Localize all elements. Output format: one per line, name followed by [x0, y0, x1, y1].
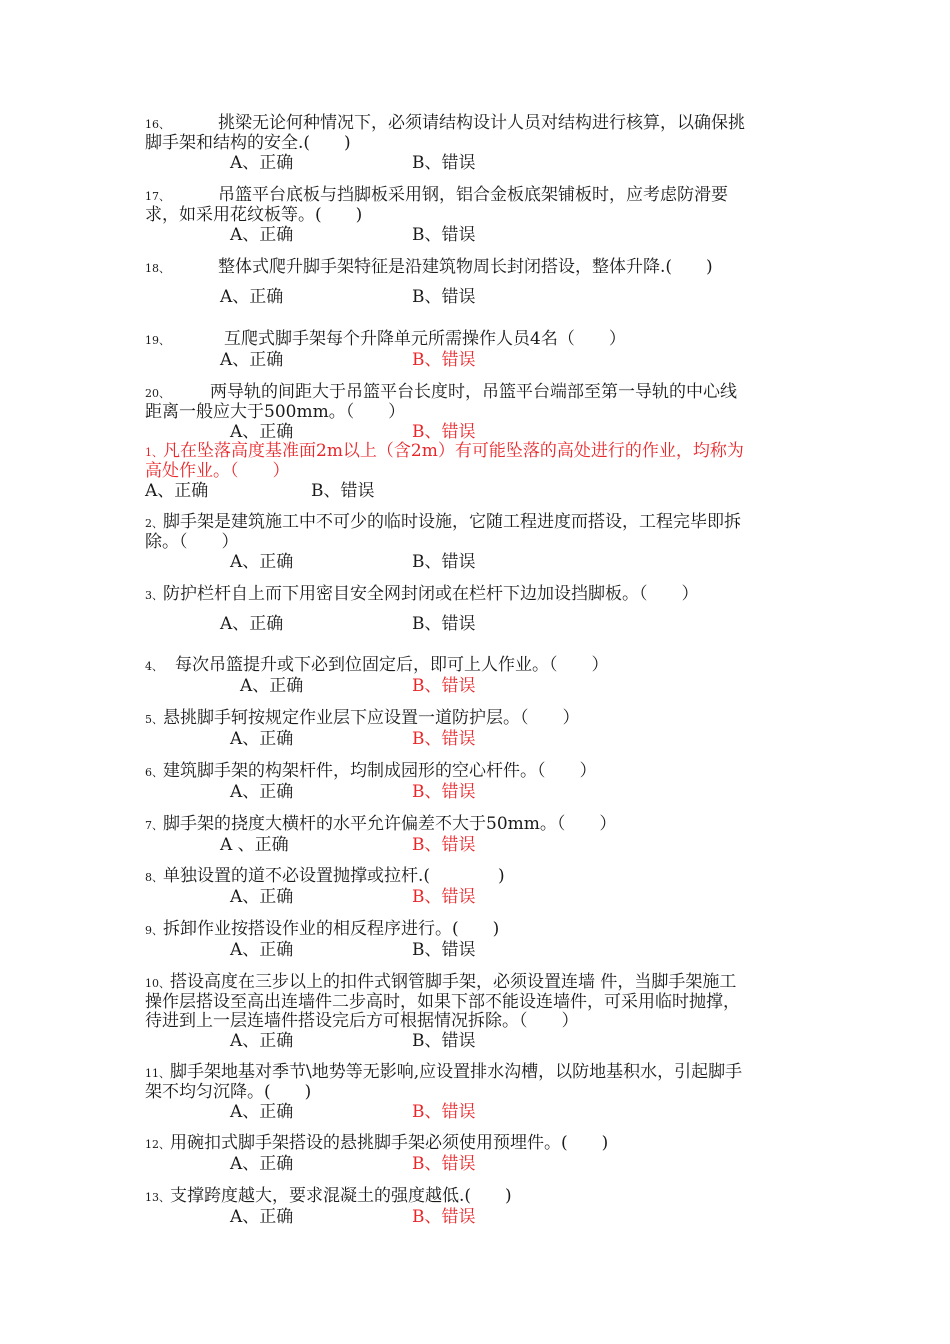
question-text: 凡在坠落高度基准面2m以上（含2m）有可能坠落的高处进行的作业，均称为高处作业。（ ）: [145, 441, 744, 481]
question-number: 4、: [145, 660, 163, 673]
option-a[interactable]: A、正确: [230, 552, 294, 572]
option-a[interactable]: A、正确: [230, 1031, 294, 1051]
question-text: 搭设高度在三步以上的扣件式钢管脚手架，必须设置连墙 件，当脚手架施工操作层搭设至高出连墙件二步高时，如果下部不能设连墙件，可采用临时抛撑，待进到上一层连墙件搭设完后方可根据情况拆除。（ ）: [145, 972, 740, 1031]
question-text: 整体式爬升脚手架特征是沿建筑物周长封闭搭设，整体升降.( ): [218, 257, 713, 277]
option-b[interactable]: B、错误: [311, 481, 375, 501]
answer-options: [145, 1031, 750, 1051]
question-number: 3、: [145, 589, 163, 602]
option-a[interactable]: A、正确: [145, 481, 209, 501]
question-text: 互爬式脚手架每个升降单元所需操作人员4名（ ）: [224, 329, 626, 349]
question-number: 16、: [145, 118, 170, 131]
option-a[interactable]: A、正确: [220, 287, 284, 307]
option-b[interactable]: B、错误: [412, 1102, 476, 1122]
option-b[interactable]: B、错误: [412, 1154, 476, 1174]
answer-options: [145, 350, 750, 370]
question-18: [145, 258, 750, 307]
option-a[interactable]: A、正确: [230, 225, 294, 245]
question-9: [145, 920, 750, 960]
question-number: 7、: [145, 819, 163, 832]
answer-options: [145, 887, 750, 907]
option-a[interactable]: A、正确: [230, 782, 294, 802]
option-a[interactable]: A 、正确: [220, 835, 289, 855]
option-a[interactable]: A、正确: [230, 422, 294, 442]
question-number: 6、: [145, 766, 163, 779]
answer-options: [145, 782, 750, 802]
option-b[interactable]: B、错误: [412, 350, 476, 370]
question-text: 挑梁无论何种情况下，必须请结构设计人员对结构进行核算，以确保挑脚手架和结构的安全.( ): [145, 113, 745, 153]
question-number: 18、: [145, 262, 170, 275]
question-number: 1、: [145, 446, 163, 459]
question-text: 防护栏杆自上而下用密目安全网封闭或在栏杆下边加设挡脚板。（ ）: [163, 584, 699, 604]
question-text: 吊篮平台底板与挡脚板采用钢，铝合金板底架铺板时，应考虑防滑要求，如采用花纹板等。( ): [145, 185, 728, 225]
option-a[interactable]: A、正确: [220, 614, 284, 634]
option-a[interactable]: A、正确: [230, 1207, 294, 1227]
question-11: [145, 1063, 750, 1122]
option-b[interactable]: B、错误: [412, 782, 476, 802]
option-b[interactable]: B、错误: [412, 940, 476, 960]
question-8: [145, 867, 750, 907]
question-text: 用碗扣式脚手架搭设的悬挑脚手架必须使用预埋件。( ): [170, 1133, 609, 1153]
option-a[interactable]: A、正确: [230, 1102, 294, 1122]
answer-options: [145, 835, 750, 855]
option-b[interactable]: B、错误: [412, 835, 476, 855]
question-13: [145, 1187, 750, 1227]
question-4: [145, 656, 750, 696]
option-a[interactable]: A、正确: [230, 153, 294, 173]
question-text: 两导轨的间距大于吊篮平台长度时，吊篮平台端部至第一导轨的中心线距离一般应大于500mm。（ ）: [145, 382, 737, 422]
answer-options: [145, 225, 750, 245]
question-number: 8、: [145, 871, 163, 884]
option-b[interactable]: B、错误: [412, 153, 476, 173]
question-text: 拆卸作业按搭设作业的相反程序进行。( ): [163, 919, 500, 939]
option-a[interactable]: A、正确: [230, 1154, 294, 1174]
question-16: [145, 114, 750, 173]
question-10: [145, 973, 750, 1051]
question-7: [145, 815, 750, 855]
question-text: 脚手架地基对季节\地势等无影响,应设置排水沟槽，以防地基积水，引起脚手架不均匀沉降。( ): [145, 1062, 743, 1102]
question-text: 支撑跨度越大，要求混凝土的强度越低.( ): [170, 1186, 512, 1206]
question-text: 脚手架是建筑施工中不可少的临时设施，它随工程进度而搭设，工程完毕即拆除。（ ）: [145, 512, 741, 552]
option-b[interactable]: B、错误: [412, 614, 476, 634]
question-text: 脚手架的挠度大横杆的水平允许偏差不大于50mm。（ ）: [163, 814, 617, 834]
answer-options: [145, 287, 750, 307]
question-number: 20、: [145, 387, 170, 400]
answer-options: [145, 676, 750, 696]
question-text: 建筑脚手架的构架杆件，均制成园形的空心杆件。（ ）: [163, 761, 597, 781]
option-b[interactable]: B、错误: [412, 676, 476, 696]
option-b[interactable]: B、错误: [412, 729, 476, 749]
question-19: [145, 330, 750, 370]
answer-options: [145, 552, 750, 572]
answer-options: [145, 729, 750, 749]
answer-options: [145, 153, 750, 173]
option-a[interactable]: A、正确: [220, 350, 284, 370]
answer-options: [145, 481, 750, 501]
question-number: 2、: [145, 517, 163, 530]
option-b[interactable]: B、错误: [412, 1207, 476, 1227]
option-a[interactable]: A、正确: [230, 940, 294, 960]
option-b[interactable]: B、错误: [412, 422, 476, 442]
question-number: 13、: [145, 1191, 170, 1204]
option-b[interactable]: B、错误: [412, 887, 476, 907]
question-2: [145, 513, 750, 572]
answer-options: [145, 1154, 750, 1174]
question-1: [145, 442, 750, 501]
option-b[interactable]: B、错误: [412, 225, 476, 245]
question-5: [145, 709, 750, 749]
answer-options: [145, 614, 750, 634]
question-number: 11、: [145, 1067, 170, 1080]
question-20: [145, 383, 750, 442]
question-text: 悬挑脚手轲按规定作业层下应设置一道防护层。（ ）: [163, 708, 580, 728]
question-text: 单独设置的道不必设置抛撑或拉杆.( ): [163, 866, 505, 886]
question-number: 9、: [145, 924, 163, 937]
answer-options: [145, 940, 750, 960]
question-number: 19、: [145, 334, 170, 347]
question-number: 17、: [145, 190, 170, 203]
question-text: 每次吊篮提升或下必到位固定后，即可上人作业。（ ）: [175, 655, 609, 675]
option-b[interactable]: B、错误: [412, 1031, 476, 1051]
option-a[interactable]: A、正确: [230, 729, 294, 749]
option-b[interactable]: B、错误: [412, 287, 476, 307]
question-12: [145, 1134, 750, 1174]
option-a[interactable]: A、正确: [230, 887, 294, 907]
option-b[interactable]: B、错误: [412, 552, 476, 572]
question-6: [145, 762, 750, 802]
question-3: [145, 585, 750, 634]
question-number: 5、: [145, 713, 163, 726]
option-a[interactable]: A、正确: [240, 676, 304, 696]
question-17: [145, 186, 750, 245]
question-number: 10、: [145, 977, 170, 990]
answer-options: [145, 422, 750, 442]
answer-options: [145, 1207, 750, 1227]
answer-options: [145, 1102, 750, 1122]
question-number: 12、: [145, 1138, 170, 1151]
